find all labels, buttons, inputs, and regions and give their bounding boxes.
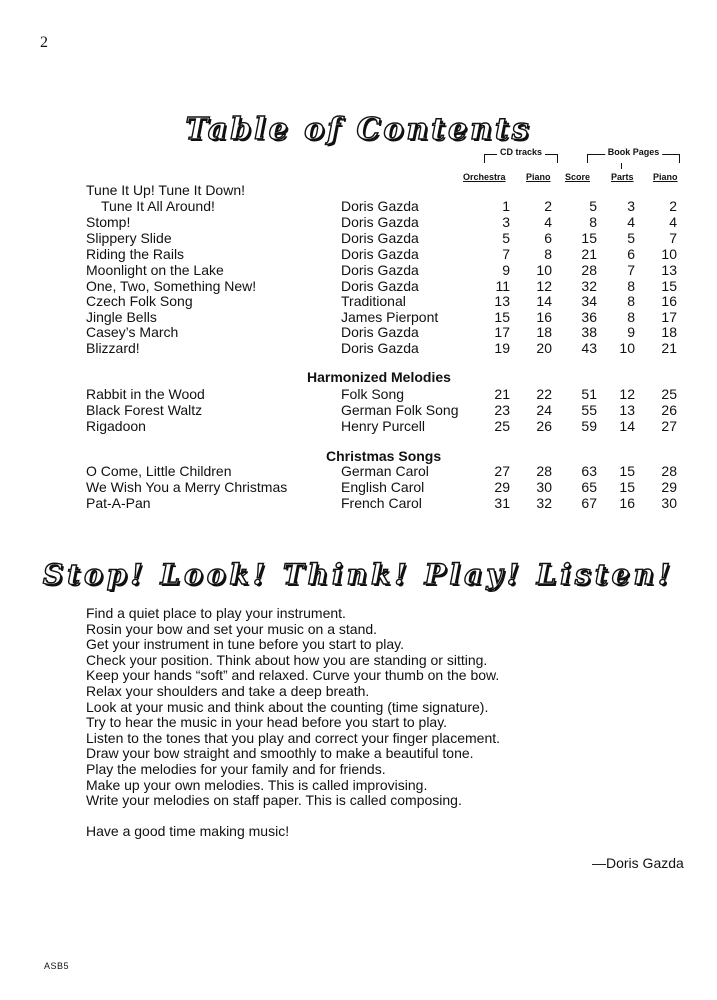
- composer: German Folk Song: [341, 402, 459, 418]
- composer: Doris Gazda: [341, 246, 419, 262]
- parts-page: 4: [627, 214, 635, 230]
- piece-title: Czech Folk Song: [86, 293, 193, 309]
- toc-row: [86, 198, 686, 214]
- cd-piano-track: 8: [544, 246, 552, 262]
- cd-piano-track: 4: [544, 214, 552, 230]
- score-page: 5: [589, 198, 597, 214]
- toc-row: [86, 386, 686, 402]
- column-header-parts: Parts: [611, 172, 634, 182]
- toc-row: [86, 463, 686, 479]
- score-page: 32: [581, 278, 597, 294]
- book-pages-label: Book Pages: [605, 147, 663, 157]
- piece-title: We Wish You a Merry Christmas: [86, 479, 288, 495]
- score-page: 28: [581, 262, 597, 278]
- composer: Henry Purcell: [341, 418, 426, 434]
- score-page: 38: [581, 324, 597, 340]
- piano-page: 26: [661, 402, 677, 418]
- composer: Doris Gazda: [341, 324, 419, 340]
- toc-row: [86, 324, 686, 340]
- composer: Doris Gazda: [341, 214, 419, 230]
- cd-orchestra-track: 27: [494, 463, 510, 479]
- book-pages-divider-tick: [621, 163, 622, 169]
- score-page: 36: [581, 309, 597, 325]
- cd-orchestra-track: 17: [494, 324, 510, 340]
- tips-title: Stop! Look! Think! Play! Listen!: [42, 558, 675, 591]
- footer-code: ASB5: [44, 961, 70, 971]
- score-page: 55: [581, 402, 597, 418]
- parts-page: 12: [619, 386, 635, 402]
- parts-page: 15: [619, 479, 635, 495]
- cd-piano-track: 28: [536, 463, 552, 479]
- piece-title: Slippery Slide: [86, 230, 172, 246]
- tip-line: Check your position. Think about how you are standing or sitting.: [86, 651, 488, 668]
- cd-piano-track: 24: [536, 402, 552, 418]
- column-header-score: Score: [565, 172, 591, 182]
- toc-row: [86, 495, 686, 511]
- cd-piano-track: 26: [536, 418, 552, 434]
- score-page: 8: [589, 214, 597, 230]
- piece-title: Riding the Rails: [86, 246, 185, 262]
- parts-page: 9: [627, 324, 635, 340]
- toc-row: [86, 214, 686, 230]
- composer: Traditional: [341, 293, 406, 309]
- piece-title: Stomp!: [86, 214, 131, 230]
- tip-line: Get your instrument in tune before you start to play.: [86, 636, 405, 653]
- cd-orchestra-track: 11: [495, 278, 510, 294]
- piano-page: 15: [661, 278, 677, 294]
- composer: English Carol: [341, 479, 425, 495]
- piece-title: Pat-A-Pan: [86, 495, 151, 511]
- piano-page: 28: [661, 463, 677, 479]
- tip-line: Look at your music and think about the counting (time signature).: [86, 698, 489, 715]
- parts-page: 7: [627, 262, 635, 278]
- toc-row: [86, 182, 686, 198]
- parts-page: 8: [627, 293, 635, 309]
- column-header-orchestra: Orchestra: [463, 172, 506, 182]
- parts-page: 10: [619, 340, 635, 356]
- piece-title: Blizzard!: [86, 340, 140, 356]
- cd-tracks-label: CD tracks: [497, 147, 545, 157]
- toc-row: [86, 402, 686, 418]
- score-page: 59: [581, 418, 597, 434]
- cd-orchestra-track: 7: [502, 246, 510, 262]
- toc-title: Table of Contents: [185, 112, 532, 147]
- score-page: 21: [581, 246, 597, 262]
- cd-piano-track: 12: [536, 278, 552, 294]
- cd-orchestra-track: 1: [502, 198, 510, 214]
- section-heading: Christmas Songs: [326, 448, 442, 464]
- tip-line: Listen to the tones that you play and correct your finger placement.: [86, 729, 501, 746]
- cd-piano-track: 16: [536, 309, 552, 325]
- tips-list: [86, 606, 500, 809]
- parts-page: 14: [619, 418, 635, 434]
- piece-title: Jingle Bells: [86, 309, 157, 325]
- score-page: 67: [581, 495, 597, 511]
- composer: Doris Gazda: [341, 340, 419, 356]
- section-heading: Harmonized Melodies: [307, 369, 451, 385]
- cd-tracks-group-header: [484, 147, 558, 169]
- tip-line: Rosin your bow and set your music on a stand.: [86, 620, 378, 637]
- piano-page: 17: [661, 309, 677, 325]
- composer: James Pierpont: [341, 309, 439, 325]
- page-number: 2: [40, 34, 48, 51]
- piano-page: 29: [661, 479, 677, 495]
- composer: Doris Gazda: [341, 278, 419, 294]
- toc-row: [86, 278, 686, 294]
- cd-piano-track: 32: [536, 495, 552, 511]
- toc-row: [86, 418, 686, 434]
- tip-line: Relax your shoulders and take a deep breath.: [86, 682, 370, 699]
- piano-page: 16: [661, 293, 677, 309]
- composer: German Carol: [341, 463, 429, 479]
- composer: Doris Gazda: [341, 198, 419, 214]
- cd-orchestra-track: 13: [494, 293, 510, 309]
- toc-row: [86, 293, 686, 309]
- cd-orchestra-track: 23: [494, 402, 510, 418]
- score-page: 43: [581, 340, 597, 356]
- tip-line: Draw your bow straight and smoothly to make a beautiful tone.: [86, 745, 474, 762]
- cd-orchestra-track: 5: [502, 230, 510, 246]
- piece-title: Tune It Up! Tune It Down!: [86, 182, 246, 198]
- tip-line: Try to hear the music in your head before you start to play.: [86, 714, 448, 731]
- cd-piano-track: 18: [536, 324, 552, 340]
- piano-page: 25: [661, 386, 677, 402]
- composer: Doris Gazda: [341, 230, 419, 246]
- tip-line: Make up your own melodies. This is called improvising.: [86, 776, 428, 793]
- cd-orchestra-track: 19: [494, 340, 510, 356]
- cd-orchestra-track: 21: [494, 386, 510, 402]
- closing-line: Have a good time making music!: [86, 823, 290, 839]
- piano-page: 30: [661, 495, 677, 511]
- book-pages-group-header: [587, 147, 680, 169]
- parts-page: 8: [627, 278, 635, 294]
- cd-piano-track: 14: [536, 293, 552, 309]
- piano-page: 7: [669, 230, 677, 246]
- piece-title: Black Forest Waltz: [86, 402, 203, 418]
- piece-title: Tune It All Around!: [101, 198, 215, 214]
- score-page: 65: [581, 479, 597, 495]
- score-page: 34: [581, 293, 597, 309]
- cd-piano-track: 20: [536, 340, 552, 356]
- score-page: 63: [581, 463, 597, 479]
- piano-page: 10: [661, 246, 677, 262]
- tip-line: Keep your hands “soft” and relaxed. Curve your thumb on the bow.: [86, 667, 500, 684]
- tip-line: Play the melodies for your family and for friends.: [86, 760, 386, 777]
- parts-page: 15: [619, 463, 635, 479]
- tip-line: Find a quiet place to play your instrument.: [86, 605, 346, 621]
- cd-piano-track: 6: [544, 230, 552, 246]
- column-header-cd-piano: Piano: [526, 172, 551, 182]
- toc-row: [86, 246, 686, 262]
- parts-page: 5: [627, 230, 635, 246]
- cd-orchestra-track: 25: [494, 418, 510, 434]
- cd-orchestra-track: 9: [502, 262, 510, 278]
- piano-page: 4: [669, 214, 677, 230]
- piano-page: 21: [661, 340, 677, 356]
- piece-title: Casey’s March: [86, 324, 179, 340]
- score-page: 15: [581, 230, 597, 246]
- piano-page: 27: [661, 418, 677, 434]
- piece-title: O Come, Little Children: [86, 463, 232, 479]
- toc-row: [86, 309, 686, 325]
- author-signature: —Doris Gazda: [592, 855, 684, 871]
- toc-row: [86, 340, 686, 356]
- piece-title: One, Two, Something New!: [86, 278, 257, 294]
- cd-orchestra-track: 29: [494, 479, 510, 495]
- parts-page: 13: [619, 402, 635, 418]
- piece-title: Moonlight on the Lake: [86, 262, 224, 278]
- piano-page: 13: [661, 262, 677, 278]
- composer: Folk Song: [341, 386, 405, 402]
- cd-piano-track: 30: [536, 479, 552, 495]
- composer: Doris Gazda: [341, 262, 419, 278]
- toc-row: [86, 262, 686, 278]
- cd-orchestra-track: 15: [494, 309, 510, 325]
- piece-title: Rabbit in the Wood: [86, 386, 205, 402]
- cd-orchestra-track: 31: [494, 495, 510, 511]
- piece-title: Rigadoon: [86, 418, 146, 434]
- parts-page: 3: [627, 198, 635, 214]
- composer: French Carol: [341, 495, 422, 511]
- column-header-book-piano: Piano: [653, 172, 678, 182]
- cd-orchestra-track: 3: [502, 214, 510, 230]
- parts-page: 8: [627, 309, 635, 325]
- toc-row: [86, 479, 686, 495]
- toc-row: [86, 230, 686, 246]
- piano-page: 2: [669, 198, 677, 214]
- cd-piano-track: 2: [544, 198, 552, 214]
- cd-piano-track: 10: [536, 262, 552, 278]
- tip-line: Write your melodies on staff paper. This is called composing.: [86, 792, 462, 809]
- cd-piano-track: 22: [536, 386, 552, 402]
- parts-page: 16: [619, 495, 635, 511]
- parts-page: 6: [627, 246, 635, 262]
- score-page: 51: [581, 386, 597, 402]
- piano-page: 18: [661, 324, 677, 340]
